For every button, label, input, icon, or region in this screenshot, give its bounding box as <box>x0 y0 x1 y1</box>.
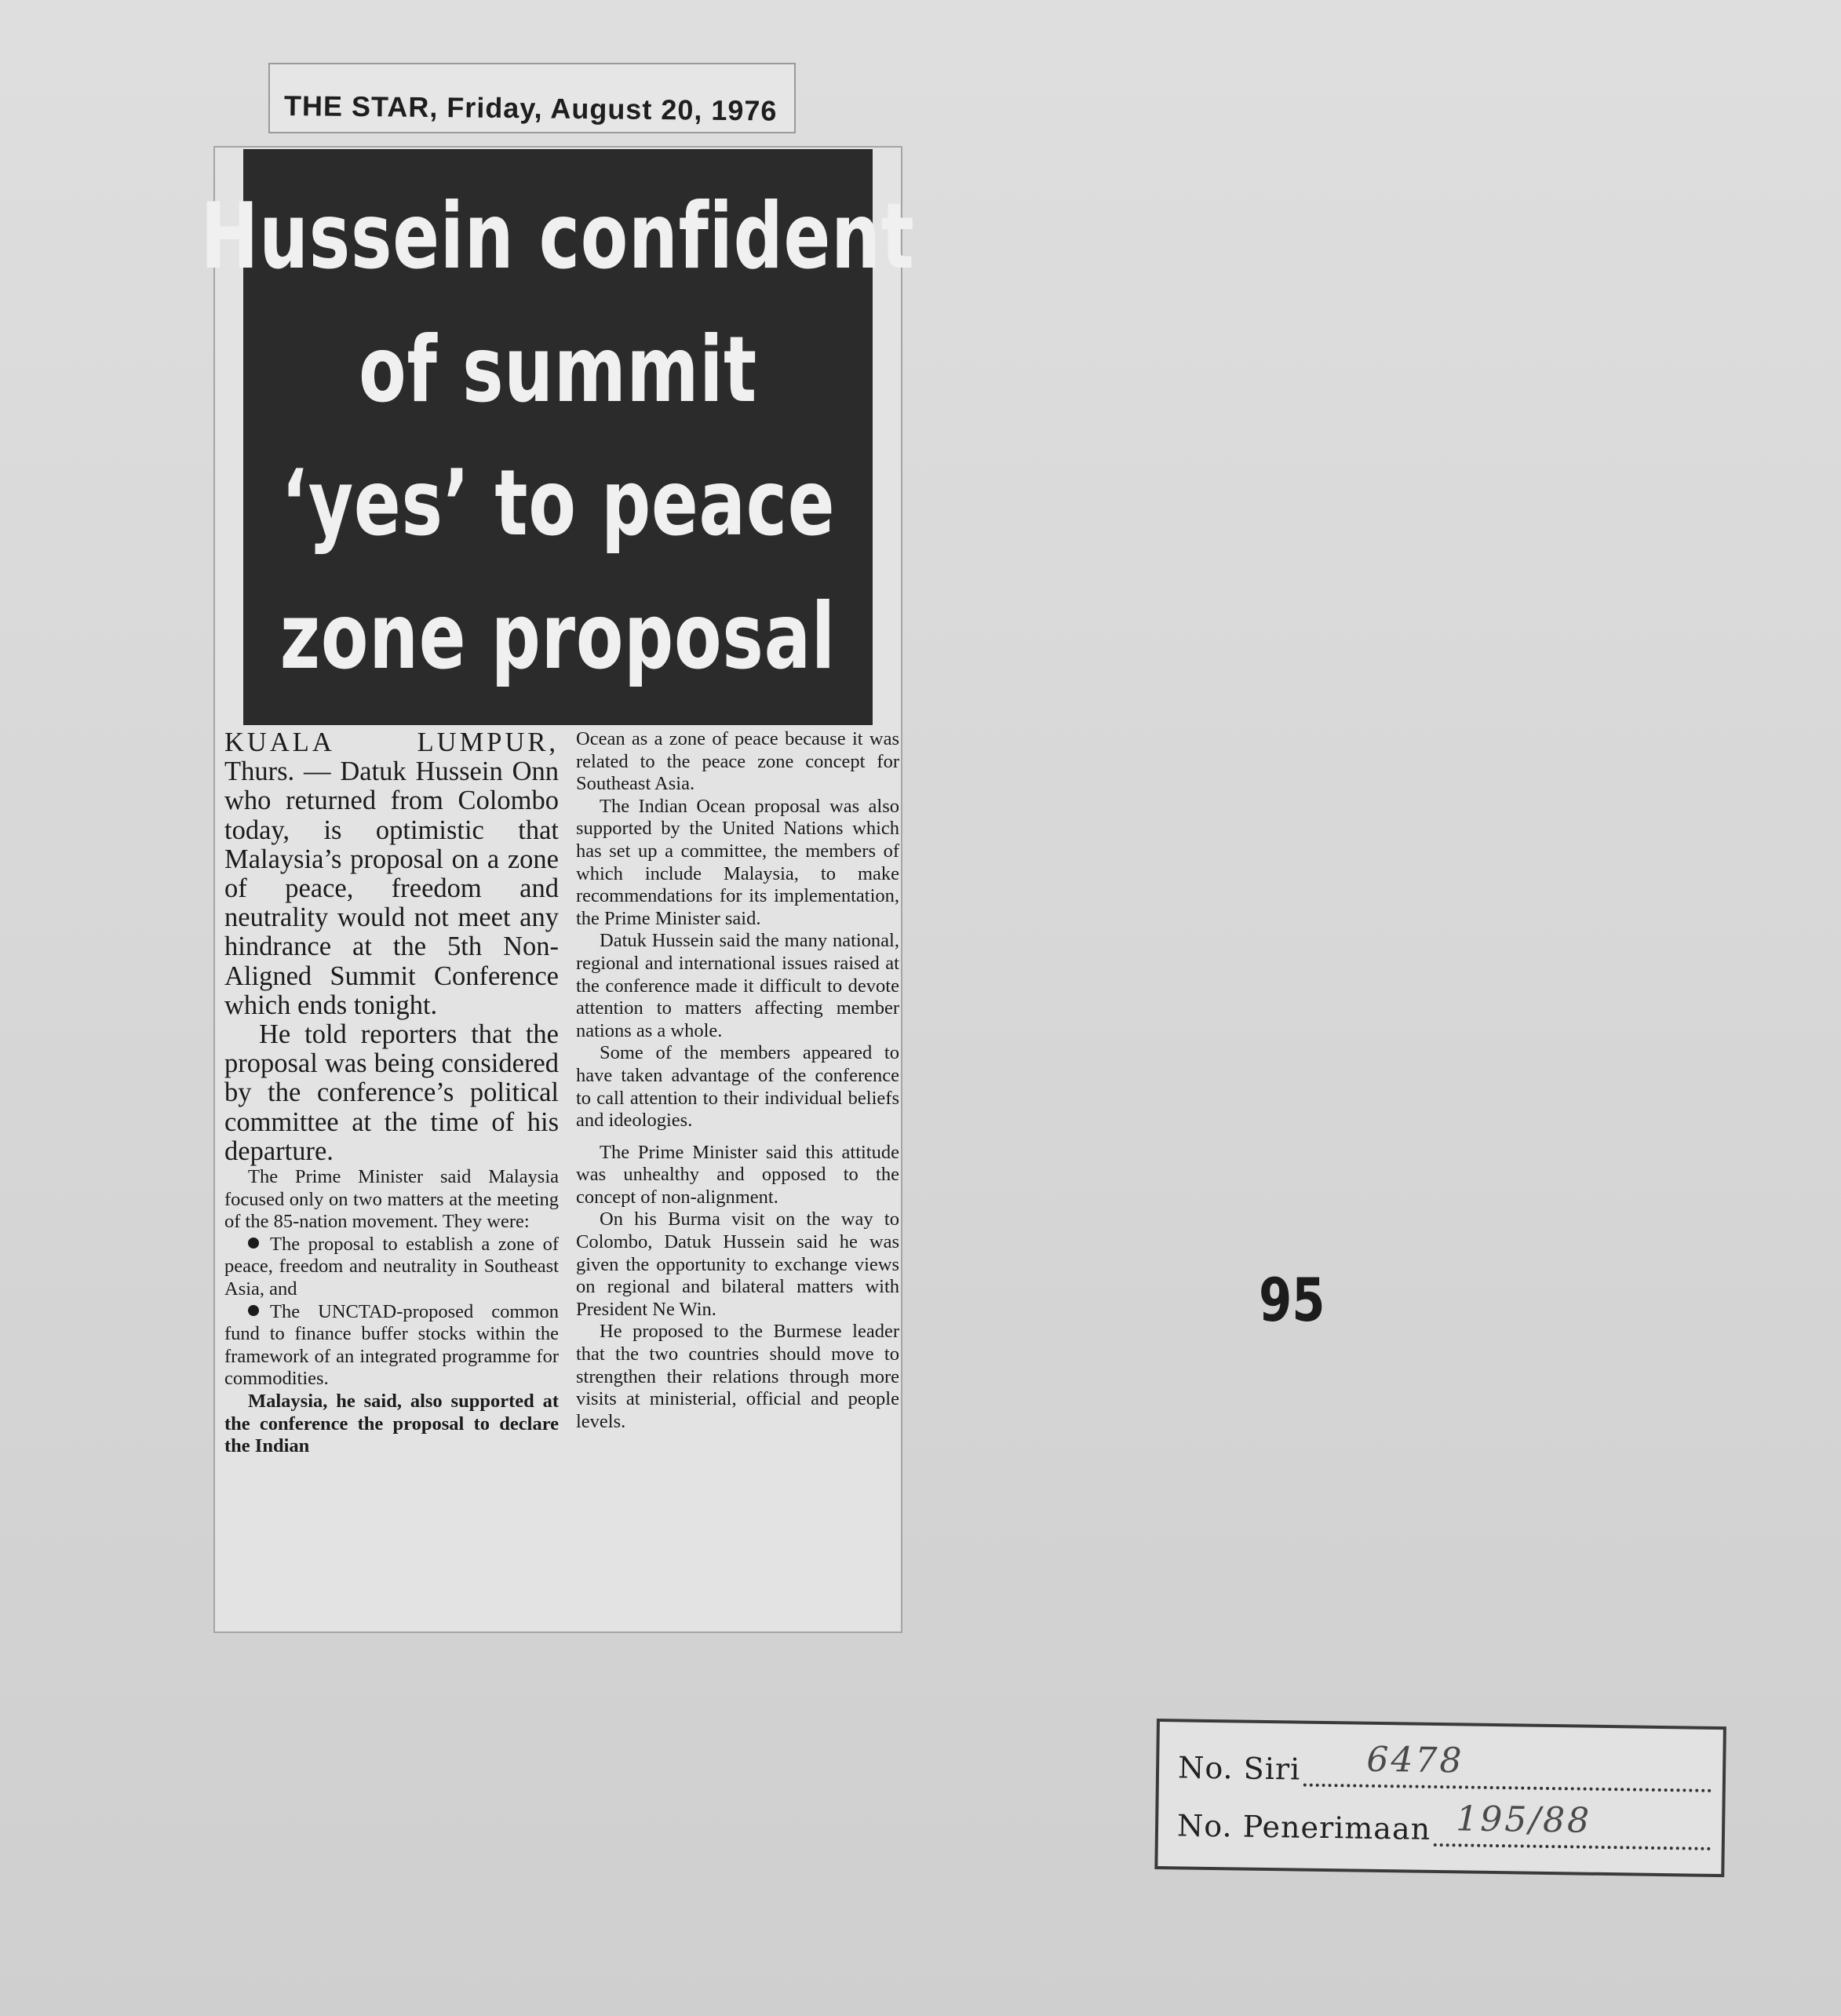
bullet-icon <box>248 1305 259 1316</box>
newspaper-masthead <box>268 63 796 133</box>
masthead-text: THE STAR, Friday, August 20, 1976 <box>283 89 778 127</box>
body-paragraph: The Indian Ocean proposal was also supported by the United Nations which has set up a committee, the members of which include Malaysia, to make recommendations for its implementation, the Prime Minister said. <box>576 795 899 929</box>
headline-line-2: of summit <box>359 317 757 423</box>
body-paragraph: Ocean as a zone of peace because it was related to the peace zone concept for Southeast Asia. <box>576 728 899 795</box>
headline-line-4: zone proposal <box>279 584 837 690</box>
headline-line-1: Hussein confident <box>201 184 915 290</box>
lead-text: Thurs. — Datuk Hussein Onn who returned from Colombo today, is optimistic that Malaysia’s proposal on a zone of peace, freedom and neutrality would not meet any hindrance at the 5th Non-Aligned Summit Conference which ends tonight. <box>224 756 559 1020</box>
siri-handwritten-value: 6478 <box>1366 1739 1464 1781</box>
article-column-right <box>576 728 899 1433</box>
newspaper-clipping <box>201 146 915 1633</box>
stamp-row-siri <box>1177 1739 1712 1792</box>
penerimaan-label: No. Penerimaan <box>1176 1808 1431 1846</box>
bullet-item-2 <box>224 1301 559 1391</box>
bullet-text-2: The UNCTAD-proposed common fund to finance buffer stocks within the framework of an integrated programme for commodities. <box>224 1300 559 1390</box>
lead-paragraph <box>224 728 559 1020</box>
headline-box <box>201 149 915 725</box>
penerimaan-handwritten-value: 195/88 <box>1455 1799 1592 1841</box>
siri-dotted-line <box>1303 1739 1712 1792</box>
body-paragraph: Datuk Hussein said the many national, regional and international issues raised at the conference made it difficult to devote attention to matters affecting member nations as a whole. <box>576 930 899 1041</box>
body-paragraph: Some of the members appeared to have taken advantage of the conference to call attention to their individual beliefs and ideologies. <box>576 1042 899 1132</box>
page-number: 95 <box>1259 1265 1325 1335</box>
archive-stamp <box>1154 1719 1726 1877</box>
body-paragraph: The Prime Minister said this attitude was unhealthy and opposed to the concept of non-alignment. <box>576 1141 899 1208</box>
body-paragraph: On his Burma visit on the way to Colombo, Datuk Hussein said he was given the opportunity to exchange views on regional and bilateral matters with President Ne Win. <box>576 1209 899 1320</box>
dateline: KUALA LUMPUR, <box>224 727 559 757</box>
article-column-left <box>224 728 559 1458</box>
bullet-icon <box>248 1238 259 1249</box>
body-paragraph: Malaysia, he said, also supported at the conference the proposal to declare the Indian <box>224 1390 559 1457</box>
penerimaan-dotted-line <box>1434 1799 1712 1850</box>
lead-second-paragraph: He told reporters that the proposal was being considered by the conference’s political committee at the time of his departure. <box>224 1019 559 1166</box>
body-paragraph: He proposed to the Burmese leader that the two countries should move to strengthen their relations through more visits at ministerial, official and people levels. <box>576 1321 899 1432</box>
body-paragraph: The Prime Minister said Malaysia focused only on two matters at the meeting of the 85-nation movement. They were: <box>224 1166 559 1233</box>
stamp-row-penerimaan <box>1176 1799 1712 1850</box>
siri-label: No. Siri <box>1177 1750 1301 1787</box>
headline-line-3: ‘yes’ to peace <box>281 450 835 556</box>
bullet-item-1 <box>224 1234 559 1301</box>
bullet-text-1: The proposal to establish a zone of peace, freedom and neutrality in Southeast Asia, and <box>224 1233 559 1300</box>
